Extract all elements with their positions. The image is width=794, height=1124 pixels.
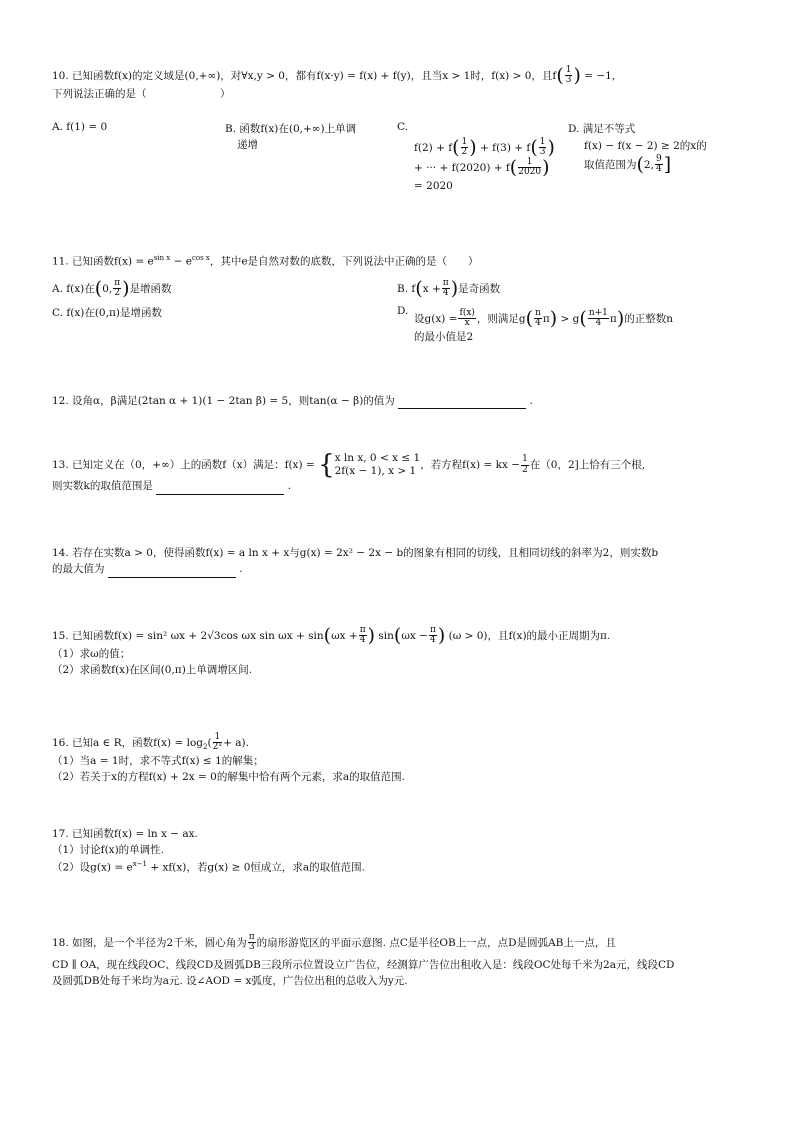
denominator: 2ˣ bbox=[212, 742, 223, 753]
text: A. f(x)在 bbox=[52, 282, 95, 295]
question-12 bbox=[52, 393, 752, 409]
q15-part-2: （2）求函数f(x)在区间(0,π)上单调增区间. bbox=[52, 664, 253, 677]
numerator: 1 bbox=[539, 137, 546, 147]
text: + f(3) + f bbox=[480, 141, 531, 154]
paren: ) bbox=[367, 624, 376, 647]
text: > g bbox=[560, 312, 580, 325]
q11-option-c: C. f(x)在(0,π)是增函数 bbox=[52, 307, 162, 319]
q10-option-c bbox=[414, 138, 555, 195]
denominator: 2 bbox=[522, 464, 528, 475]
q17-part-1: （1）讨论f(x)的单调性. bbox=[52, 844, 165, 857]
text: 的最大值为 bbox=[52, 563, 105, 576]
q10-option-c-line-2 bbox=[414, 158, 555, 178]
text: sin bbox=[378, 629, 394, 642]
q11-option-a: A. f(x)在(0, $\frac{\pi}{2}$ )是增函数 bbox=[52, 277, 172, 300]
text: 11. 已知函数f(x) = e bbox=[52, 255, 154, 268]
question-18 bbox=[52, 933, 752, 989]
paren: ) bbox=[437, 624, 446, 647]
q10-stem-tail: = −1, bbox=[584, 69, 616, 82]
text: . bbox=[529, 395, 533, 407]
numerator: n+1 bbox=[588, 308, 608, 318]
text: π bbox=[542, 312, 550, 325]
fraction bbox=[655, 155, 663, 175]
text: π bbox=[609, 312, 617, 325]
answer-blank[interactable] bbox=[108, 565, 236, 578]
answer-blank[interactable] bbox=[398, 396, 526, 409]
text: 则实数k的取值范围是 bbox=[52, 480, 153, 493]
q10-option-b bbox=[225, 121, 356, 154]
text: − e bbox=[170, 255, 192, 268]
q11-option-d-label: D. bbox=[397, 305, 409, 317]
q10-stem-text: 10. 已知函数f(x)的定义域是(0,+∞)，对∀x,y > 0，都有f(x·y) = f(x) + f(y)，且当x > 1时，f(x) > 0，且f bbox=[52, 69, 557, 82]
q10-option-c-label: C. bbox=[397, 121, 408, 133]
text: ，若方程f(x) = kx − bbox=[420, 459, 521, 472]
fraction bbox=[534, 309, 542, 329]
paren: ( bbox=[556, 64, 564, 87]
paren: ) bbox=[616, 307, 625, 330]
text: + xf(x)，若g(x) ≥ 0恒成立，求a的取值范围. bbox=[147, 861, 365, 874]
paren: ( bbox=[579, 307, 587, 330]
text: (ω > 0)，且f(x)的最小正周期为π. bbox=[448, 629, 611, 642]
q10-option-d-line-1: D. 满足不等式 bbox=[568, 123, 636, 135]
text: 2, bbox=[643, 158, 654, 171]
text: 13. 已知定义在（0，+∞）上的函数f（x）满足：f(x) = bbox=[52, 459, 315, 472]
fraction bbox=[213, 733, 223, 753]
case: 2f(x − 1), x > 1 bbox=[334, 465, 417, 478]
text: 15. 已知函数f(x) = sin² ωx + 2√3cos ωx sin ωx + sin bbox=[52, 629, 324, 642]
text: 16. 已知a ∈ R，函数f(x) = log bbox=[52, 736, 204, 749]
text: x + bbox=[422, 282, 441, 295]
q16-line-1: 16. 已知a ∈ R，函数$f(x) = \log_2$( $\frac{1}{\text{2ˣ}}$ + a). bbox=[52, 732, 249, 753]
text: f(2) + f bbox=[414, 141, 453, 154]
text: . bbox=[239, 563, 243, 576]
text: ，其中e是自然对数的底数，下列说法中正确的是（ ） bbox=[209, 255, 479, 268]
q14-line-1: 14. 若存在实数a > 0，使得函数f(x) = a ln x + x与g(x) = 2x² − 2x − b的图象有相同的切线，且相同切线的斜率为2，则实数b bbox=[52, 547, 659, 559]
paren: ) bbox=[542, 156, 550, 179]
paren: ) bbox=[573, 64, 581, 87]
text: ωx − bbox=[401, 629, 428, 642]
q18-line-1 bbox=[52, 933, 752, 953]
denominator: 2020 bbox=[518, 167, 542, 178]
q11-stem bbox=[52, 253, 752, 270]
q10-option-c-line-3: = 2020 bbox=[414, 179, 453, 192]
paren: ) bbox=[122, 277, 130, 300]
numerator: π bbox=[429, 625, 436, 635]
paren: ) bbox=[549, 307, 558, 330]
denominator: 4 bbox=[442, 288, 449, 299]
denominator: 4 bbox=[535, 318, 541, 329]
case: x ln x, 0 < x ≤ 1 bbox=[334, 452, 421, 464]
q10-option-b-line-1: B. 函数f(x)在(0,+∞)上单调 bbox=[225, 123, 357, 135]
denominator: 4 bbox=[655, 164, 662, 175]
fraction bbox=[429, 626, 437, 646]
numerator: π bbox=[248, 932, 255, 942]
paren: ( bbox=[530, 136, 538, 159]
numerator: 1 bbox=[518, 158, 541, 168]
exponent: sin x bbox=[153, 254, 171, 262]
piecewise-cases bbox=[335, 452, 421, 478]
paren: ( bbox=[415, 277, 423, 300]
q17-part-2 bbox=[52, 859, 752, 876]
q14-line-2 bbox=[52, 561, 752, 577]
answer-blank[interactable] bbox=[156, 482, 284, 495]
denominator: 4 bbox=[595, 318, 602, 329]
text: ，则满足g bbox=[476, 312, 526, 325]
exponent: x−1 bbox=[132, 859, 147, 868]
fraction bbox=[248, 933, 256, 953]
q18-line-3: 及圆弧DB处每千米均为a元. 设∠AOD = x弧度，广告位出租的总收入为y元. bbox=[52, 975, 408, 988]
numerator: π bbox=[359, 625, 366, 635]
fraction bbox=[461, 138, 469, 158]
question-17 bbox=[52, 826, 752, 875]
paren: ( bbox=[636, 153, 644, 176]
question-15 bbox=[52, 626, 752, 678]
paren: ( bbox=[94, 277, 103, 300]
q10-option-b-line-2: 递增 bbox=[237, 139, 258, 152]
q10-option-c-line-1 bbox=[414, 138, 555, 158]
q16-part-1: （1）当a = 1时，求不等式f(x) ≤ 1的解集； bbox=[52, 754, 264, 767]
fraction bbox=[113, 279, 121, 299]
text: 是奇函数 bbox=[458, 282, 501, 295]
fraction bbox=[565, 66, 573, 86]
q11-option-d-line-2: 的最小值是2 bbox=[414, 330, 474, 343]
q10-option-d bbox=[568, 121, 707, 174]
q11-option-d-line-1 bbox=[414, 309, 673, 329]
q11-option-b bbox=[397, 279, 500, 299]
brace: { bbox=[318, 450, 335, 481]
paren: ( bbox=[393, 624, 402, 647]
text: 12. 设角α，β满足(2tan α + 1)(1 − 2tan β) = 5，则tan(α − β)的值为 bbox=[52, 395, 395, 407]
q10-stem-line-1 bbox=[52, 66, 752, 86]
question-13 bbox=[52, 452, 752, 495]
bracket: ] bbox=[663, 153, 672, 176]
fraction bbox=[539, 138, 547, 158]
denominator: 2 bbox=[114, 288, 121, 299]
numerator: 1 bbox=[461, 137, 468, 147]
q15-part-1: （1）求ω的值； bbox=[52, 647, 131, 660]
text: . bbox=[287, 480, 291, 493]
text: 18. 如图，是一个半径为2千米，圆心角为 bbox=[52, 936, 247, 949]
text: 取值范围为 bbox=[584, 158, 637, 171]
q17-line-1: 17. 已知函数f(x) = ln x − ax. bbox=[52, 828, 198, 840]
denominator: 3 bbox=[565, 75, 572, 86]
text: 是增函数 bbox=[129, 282, 172, 295]
numerator: π bbox=[442, 278, 449, 288]
question-11 bbox=[52, 253, 752, 270]
text: + ··· + f(2020) + f bbox=[414, 161, 510, 174]
q13-line-1 bbox=[52, 450, 752, 481]
text: （2）设g(x) = e bbox=[52, 861, 133, 874]
denominator: 3 bbox=[248, 942, 255, 953]
paren: ( bbox=[525, 307, 534, 330]
q15-line-1 bbox=[52, 626, 752, 646]
numerator: n bbox=[535, 308, 541, 318]
fraction bbox=[588, 309, 609, 329]
paren: ( bbox=[323, 624, 332, 647]
numerator: π bbox=[114, 278, 121, 288]
denominator: x bbox=[464, 318, 470, 329]
numerator: 1 bbox=[565, 65, 572, 75]
q16-part-2: （2）若关于x的方程f(x) + 2x = 0的解集中恰有两个元素，求a的取值范围. bbox=[52, 771, 405, 784]
question-10 bbox=[52, 66, 752, 102]
q11-option-d bbox=[414, 309, 673, 347]
q10-stem-line-2: 下列说法正确的是（ ） bbox=[52, 87, 231, 100]
text: B. f bbox=[397, 282, 416, 295]
q10-option-d-line-2: f(x) − f(x − 2) ≥ 2的x的 bbox=[584, 139, 707, 152]
text: 的扇形游览区的平面示意图. 点C是半径OB上一点，点D是圆弧AB上一点，且 bbox=[256, 936, 616, 949]
text: 在（0，2]上恰有三个根, bbox=[529, 459, 646, 472]
subscript: 2 bbox=[203, 743, 208, 752]
paren: ) bbox=[469, 136, 477, 159]
denominator: 4 bbox=[430, 635, 436, 646]
q13-line-2 bbox=[52, 478, 752, 494]
q12-line bbox=[52, 393, 752, 409]
question-16 bbox=[52, 733, 752, 785]
q18-line-2: CD ∥ OA，现在线段OC、线段CD及圆弧DB三段所示位置设立广告位，经测算广告位出租收入是：线段OC处每千米为2a元，线段CD bbox=[52, 958, 675, 971]
paren: ( bbox=[509, 156, 518, 179]
numerator: 9 bbox=[655, 153, 662, 164]
text: ωx + bbox=[331, 629, 358, 642]
numerator: f(x) bbox=[459, 308, 475, 318]
text: + a). bbox=[223, 736, 249, 749]
denominator: 4 bbox=[359, 635, 366, 646]
fraction bbox=[521, 455, 529, 475]
text: 设g(x) = bbox=[414, 312, 458, 325]
numerator: 1 bbox=[214, 732, 221, 742]
numerator: 1 bbox=[522, 454, 528, 465]
text: 的正整数n bbox=[624, 312, 673, 325]
paren: ( bbox=[452, 136, 460, 159]
question-14 bbox=[52, 545, 752, 578]
fraction bbox=[442, 279, 450, 299]
exponent: cos x bbox=[191, 254, 210, 262]
fraction bbox=[458, 309, 475, 329]
q10-option-a: A. f(1) = 0 bbox=[52, 121, 108, 133]
q10-option-d-line-3 bbox=[568, 155, 707, 175]
paren: ) bbox=[450, 277, 459, 300]
denominator: 3 bbox=[539, 147, 546, 158]
paren: ) bbox=[547, 136, 555, 159]
fraction bbox=[518, 158, 541, 178]
fraction bbox=[359, 626, 367, 646]
denominator: 2 bbox=[461, 147, 468, 158]
